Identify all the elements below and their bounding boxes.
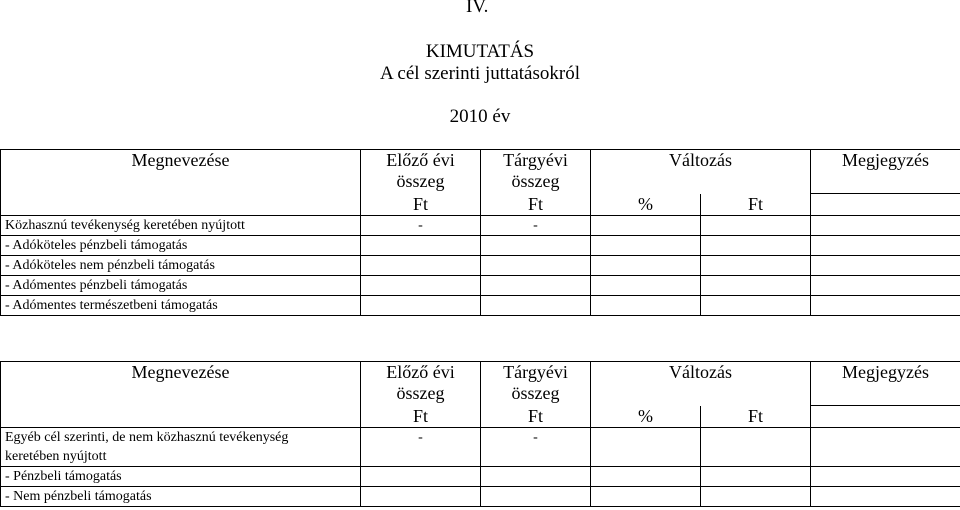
unit-ft: Ft <box>481 194 591 216</box>
table-row <box>1 487 960 507</box>
column-header-name: Megnevezése <box>1 150 361 216</box>
header-row <box>1 362 960 406</box>
column-header-note: Megjegyzés <box>811 150 960 194</box>
page-title: KIMUTATÁS <box>425 41 535 62</box>
row-label: Egyéb cél szerinti, de nem közhasznú tevékenység keretében nyújtott <box>1 428 361 467</box>
row-label: - Nem pénzbeli támogatás <box>1 487 361 507</box>
current-value: - <box>481 428 591 467</box>
unit-ft: Ft <box>361 194 481 216</box>
previous-value: - <box>361 216 481 236</box>
unit-percent: % <box>591 406 701 428</box>
column-header-note: Megjegyzés <box>811 362 960 406</box>
table-row <box>1 467 960 487</box>
unit-ft: Ft <box>701 194 811 216</box>
row-label: - Adóköteles nem pénzbeli támogatás <box>1 256 361 276</box>
benefits-table-public <box>0 149 960 316</box>
header-row <box>1 150 960 194</box>
column-header-change: Változás <box>591 150 811 194</box>
table-row <box>1 256 960 276</box>
row-label: - Adómentes természetbeni támogatás <box>1 296 361 316</box>
column-header-name: Megnevezése <box>1 362 361 428</box>
unit-ft: Ft <box>361 406 481 428</box>
benefits-table-other <box>0 361 960 507</box>
current-value: - <box>481 216 591 236</box>
row-label: - Adómentes pénzbeli támogatás <box>1 276 361 296</box>
row-label: - Pénzbeli támogatás <box>1 467 361 487</box>
row-label: Közhasznú tevékenység keretében nyújtott <box>1 216 361 236</box>
column-header-current: Tárgyévi összeg <box>481 150 591 194</box>
column-header-previous: Előző évi összeg <box>361 362 481 406</box>
roman-numeral: IV. <box>466 0 489 17</box>
table-row <box>1 276 960 296</box>
unit-ft: Ft <box>481 406 591 428</box>
page-subtitle: A cél szerinti juttatásokról <box>380 63 580 84</box>
unit-percent: % <box>591 194 701 216</box>
row-label: - Adóköteles pénzbeli támogatás <box>1 236 361 256</box>
unit-ft: Ft <box>701 406 811 428</box>
previous-value: - <box>361 428 481 467</box>
table-row <box>1 236 960 256</box>
column-header-previous: Előző évi összeg <box>361 150 481 194</box>
table-row <box>1 216 960 236</box>
table-row <box>1 428 960 467</box>
report-year: 2010 év <box>449 106 511 127</box>
column-header-current: Tárgyévi összeg <box>481 362 591 406</box>
table-row <box>1 296 960 316</box>
column-header-change: Változás <box>591 362 811 406</box>
